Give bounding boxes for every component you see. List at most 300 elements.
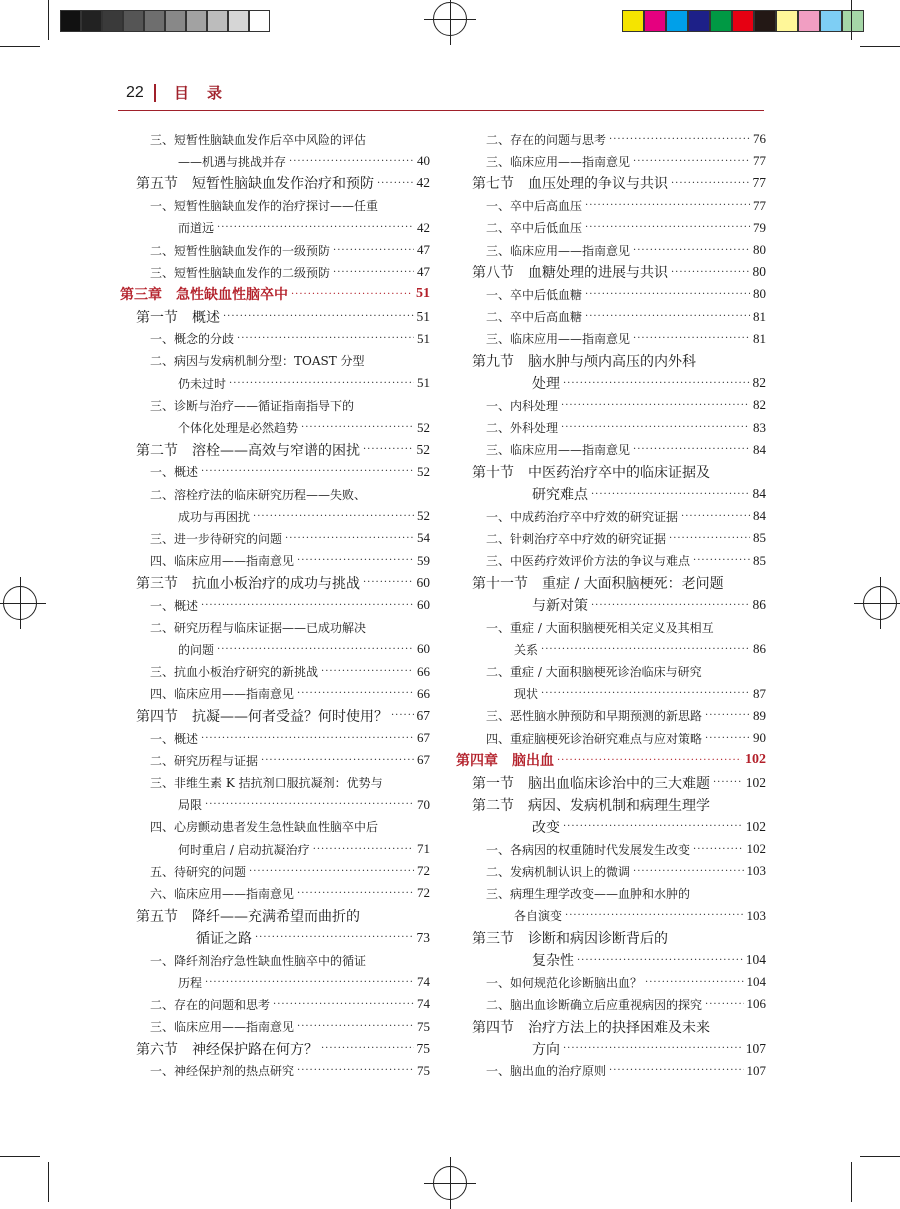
toc-entry-title: 历程 bbox=[178, 975, 203, 990]
toc-page-number: 52 bbox=[417, 463, 430, 479]
color-swatch bbox=[60, 10, 81, 32]
dot-leader bbox=[585, 200, 750, 211]
toc-section bbox=[120, 705, 430, 727]
toc-page-number: 82 bbox=[753, 397, 766, 413]
dot-leader bbox=[253, 511, 414, 522]
toc-section bbox=[120, 306, 430, 328]
dot-leader bbox=[713, 777, 743, 788]
toc-item bbox=[120, 394, 430, 416]
toc-entry-title: 二、病因与发病机制分型：TOAST 分型 bbox=[150, 354, 365, 369]
toc-page-number: 67 bbox=[417, 752, 430, 768]
toc-entry-title: 一、概念的分歧 bbox=[150, 332, 235, 347]
toc-entry-title: 研究难点 bbox=[532, 487, 588, 504]
dot-leader bbox=[671, 178, 750, 189]
dot-leader bbox=[297, 1021, 414, 1032]
dot-leader bbox=[321, 1043, 414, 1054]
toc-entry-title: 第九节 脑水肿与颅内高压的内外科 bbox=[472, 353, 696, 370]
dot-leader bbox=[609, 134, 750, 145]
dot-leader bbox=[261, 755, 414, 766]
toc-page-number: 67 bbox=[417, 730, 430, 746]
toc-entry-title: 第十节 中医药治疗卒中的临床证据及 bbox=[472, 464, 710, 481]
dot-leader bbox=[541, 644, 750, 655]
color-swatch bbox=[666, 10, 688, 32]
toc-page-number: 66 bbox=[417, 663, 430, 679]
dot-leader bbox=[563, 821, 743, 832]
toc-chapter bbox=[120, 283, 430, 305]
dot-leader bbox=[681, 511, 750, 522]
toc-entry-title: 一、如何规范化诊断脑出血？ bbox=[486, 975, 643, 990]
toc-item bbox=[456, 683, 766, 705]
toc-item bbox=[120, 150, 430, 172]
toc-section bbox=[120, 1038, 430, 1060]
toc-entry-title: 各自演变 bbox=[514, 909, 563, 924]
dot-leader bbox=[563, 1043, 743, 1054]
toc-entry-title: 一、卒中后低血糖 bbox=[486, 287, 583, 302]
toc-item bbox=[456, 128, 766, 150]
toc-entry-title: 二、发病机制认识上的微调 bbox=[486, 864, 631, 879]
toc-page-number: 80 bbox=[753, 286, 766, 302]
toc-page-number: 73 bbox=[416, 929, 430, 945]
dot-leader bbox=[591, 489, 750, 500]
toc-page-number: 42 bbox=[416, 175, 430, 191]
toc-item bbox=[120, 749, 430, 771]
toc-entry-title: 三、中医药疗效评价方法的争议与难点 bbox=[486, 554, 691, 569]
color-swatch bbox=[144, 10, 165, 32]
toc-item bbox=[120, 261, 430, 283]
toc-item bbox=[456, 882, 766, 904]
dot-leader bbox=[291, 289, 413, 300]
toc-entry-title: 一、卒中后高血压 bbox=[486, 199, 583, 214]
toc-item bbox=[120, 217, 430, 239]
toc-page-number: 104 bbox=[746, 974, 766, 990]
toc-section bbox=[120, 572, 430, 594]
dot-leader bbox=[363, 444, 414, 455]
toc-page-number: 77 bbox=[752, 175, 766, 191]
toc-page-number: 70 bbox=[417, 796, 430, 812]
toc-item bbox=[456, 638, 766, 660]
running-header bbox=[118, 80, 764, 111]
toc-page-number: 75 bbox=[417, 1018, 430, 1034]
toc-entry-title: 一、降纤剂治疗急性缺血性脑卒中的循证 bbox=[150, 953, 367, 968]
crop-mark bbox=[860, 1156, 900, 1157]
toc-entry-title: 第六节 神经保护路在何方？ bbox=[136, 1041, 318, 1058]
toc-entry-title: 第四节 治疗方法上的抉择困难及未来 bbox=[472, 1019, 710, 1036]
toc-entry-title: 第一节 脑出血临床诊治中的三大难题 bbox=[472, 775, 710, 792]
toc-entry-title: 二、溶栓疗法的临床研究历程——失败、 bbox=[150, 487, 367, 502]
toc-item bbox=[456, 661, 766, 683]
toc-page-number: 80 bbox=[752, 264, 766, 280]
toc-section bbox=[456, 794, 766, 816]
toc-entry-title: 一、内科处理 bbox=[486, 398, 559, 413]
toc-item bbox=[456, 727, 766, 749]
toc-section bbox=[456, 350, 766, 372]
toc-entry-title: 第八节 血糖处理的进展与共识 bbox=[472, 265, 668, 282]
toc-item bbox=[120, 594, 430, 616]
toc-page-number: 80 bbox=[753, 242, 766, 258]
registration-mark-top bbox=[433, 2, 467, 36]
dot-leader bbox=[223, 311, 414, 322]
toc-entry-title: 二、存在的问题和思考 bbox=[150, 997, 271, 1012]
toc-item bbox=[456, 838, 766, 860]
toc-item bbox=[456, 239, 766, 261]
toc-section bbox=[456, 1016, 766, 1038]
toc-entry-title: 五、待研究的问题 bbox=[150, 864, 247, 879]
toc-item bbox=[120, 816, 430, 838]
toc-entry-title: 何时重启 / 启动抗凝治疗 bbox=[178, 842, 310, 857]
toc-page-number: 60 bbox=[416, 574, 430, 590]
dot-leader bbox=[201, 733, 414, 744]
toc-item bbox=[120, 1060, 430, 1082]
toc-page-number: 54 bbox=[417, 530, 430, 546]
toc-entry-title: 一、概述 bbox=[150, 598, 199, 613]
toc-entry-title: 三、短暂性脑缺血发作的二级预防 bbox=[150, 265, 331, 280]
toc-entry-title: 第一节 概述 bbox=[136, 309, 220, 326]
toc-entry-title: 第三节 诊断和病因诊断背后的 bbox=[472, 930, 668, 947]
toc-entry-title: 一、各病因的权重随时代发展发生改变 bbox=[486, 842, 691, 857]
toc-entry-title: 关系 bbox=[514, 642, 539, 657]
toc-entry-title: 三、临床应用——指南意见 bbox=[486, 443, 631, 458]
toc-entry-title: 仍未过时 bbox=[178, 376, 227, 391]
toc-section bbox=[120, 905, 430, 927]
toc-item bbox=[120, 195, 430, 217]
toc-entry-title: 三、非维生素 K 拮抗剂口服抗凝剂：优势与 bbox=[150, 776, 383, 791]
toc-entry-title: 一、脑出血的治疗原则 bbox=[486, 1064, 607, 1079]
dot-leader bbox=[633, 333, 750, 344]
color-swatch bbox=[102, 10, 123, 32]
toc-entry-title: 第四章 脑出血 bbox=[456, 753, 554, 770]
toc-entry-title: 处理 bbox=[532, 376, 560, 393]
toc-entry-title: 个体化处理是必然趋势 bbox=[178, 421, 299, 436]
toc-entry-title: 第二节 溶栓——高效与窄谱的困扰 bbox=[136, 442, 360, 459]
toc-item bbox=[456, 283, 766, 305]
crop-mark bbox=[0, 46, 40, 47]
toc-entry-title: 改变 bbox=[532, 819, 560, 836]
registration-mark-right bbox=[863, 586, 897, 620]
toc-entry-title: 三、抗血小板治疗研究的新挑战 bbox=[150, 665, 319, 680]
toc-entry-title: 一、概述 bbox=[150, 731, 199, 746]
toc-entry-title: 二、研究历程与证据 bbox=[150, 753, 259, 768]
toc-page-number: 72 bbox=[417, 885, 430, 901]
dot-leader bbox=[217, 222, 414, 233]
toc-item bbox=[120, 638, 430, 660]
toc-entry-title: 四、心房颤动患者发生急性缺血性脑卒中后 bbox=[150, 820, 379, 835]
color-swatch bbox=[798, 10, 820, 32]
dot-leader bbox=[693, 844, 743, 855]
toc-section bbox=[456, 261, 766, 283]
toc-item bbox=[456, 1060, 766, 1082]
crop-mark bbox=[851, 1162, 852, 1202]
dot-leader bbox=[289, 156, 414, 167]
page-number: 22 bbox=[126, 84, 144, 101]
toc-entry-title: 二、重症 / 大面积脑梗死诊治临床与研究 bbox=[486, 665, 702, 680]
toc-page-number: 60 bbox=[417, 641, 430, 657]
dot-leader bbox=[217, 644, 414, 655]
color-swatch bbox=[207, 10, 228, 32]
toc-section bbox=[456, 372, 766, 394]
toc-page-number: 107 bbox=[746, 1062, 766, 1078]
toc-entry-title: 三、临床应用——指南意见 bbox=[486, 243, 631, 258]
toc-entry-title: 四、临床应用——指南意见 bbox=[150, 687, 295, 702]
toc-page-number: 102 bbox=[746, 841, 766, 857]
dot-leader bbox=[391, 710, 414, 721]
toc-page-number: 51 bbox=[416, 308, 430, 324]
dot-leader bbox=[297, 888, 414, 899]
toc-entry-title: 第二节 病因、发病机制和病理生理学 bbox=[472, 797, 710, 814]
toc-item bbox=[120, 128, 430, 150]
toc-page-number: 76 bbox=[753, 131, 766, 147]
toc-page-number: 59 bbox=[417, 552, 430, 568]
toc-item bbox=[456, 217, 766, 239]
dot-leader bbox=[585, 289, 750, 300]
toc-entry-title: 三、临床应用——指南意见 bbox=[150, 1020, 295, 1035]
toc-entry-title: 二、短暂性脑缺血发作的一级预防 bbox=[150, 243, 331, 258]
toc-page-number: 86 bbox=[752, 597, 766, 613]
toc-page-number: 74 bbox=[417, 996, 430, 1012]
color-swatch bbox=[228, 10, 249, 32]
dot-leader bbox=[273, 999, 414, 1010]
toc-entry-title: 第三章 急性缺血性脑卒中 bbox=[120, 287, 288, 304]
toc-entry-title: 复杂性 bbox=[532, 953, 574, 970]
dot-leader bbox=[301, 422, 414, 433]
crop-mark bbox=[860, 46, 900, 47]
dot-leader bbox=[577, 955, 743, 966]
dot-leader bbox=[249, 866, 414, 877]
color-swatch bbox=[732, 10, 754, 32]
dot-leader bbox=[633, 444, 750, 455]
toc-page-number: 84 bbox=[753, 508, 766, 524]
toc-entry-title: 而道远 bbox=[178, 221, 215, 236]
toc-entry-title: 与新对策 bbox=[532, 598, 588, 615]
toc-section bbox=[120, 927, 430, 949]
toc-entry-title: 的问题 bbox=[178, 642, 215, 657]
toc-item bbox=[120, 794, 430, 816]
toc-item bbox=[456, 505, 766, 527]
toc-entry-title: 三、诊断与治疗——循证指南指导下的 bbox=[150, 398, 355, 413]
toc-item bbox=[456, 905, 766, 927]
dot-leader bbox=[585, 222, 750, 233]
dot-leader bbox=[363, 577, 414, 588]
toc-entry-title: 第五节 降纤——充满希望而曲折的 bbox=[136, 908, 360, 925]
dot-leader bbox=[693, 555, 750, 566]
toc-page-number: 104 bbox=[745, 952, 766, 968]
toc-page-number: 90 bbox=[753, 730, 766, 746]
dot-leader bbox=[705, 999, 743, 1010]
header-divider bbox=[154, 84, 156, 102]
toc-page-number: 75 bbox=[417, 1062, 430, 1078]
toc-item bbox=[120, 838, 430, 860]
toc-entry-title: 六、临床应用——指南意见 bbox=[150, 886, 295, 901]
registration-mark-bottom bbox=[433, 1166, 467, 1200]
crop-mark bbox=[48, 1162, 49, 1202]
toc-section bbox=[456, 483, 766, 505]
toc-item bbox=[120, 882, 430, 904]
toc-item bbox=[456, 416, 766, 438]
toc-item bbox=[120, 550, 430, 572]
color-swatch bbox=[186, 10, 207, 32]
toc-item bbox=[120, 971, 430, 993]
toc-entry-title: 二、外科处理 bbox=[486, 421, 559, 436]
toc-entry-title: 三、临床应用——指南意见 bbox=[486, 154, 631, 169]
dot-leader bbox=[333, 267, 414, 278]
toc-item bbox=[120, 505, 430, 527]
dot-leader bbox=[229, 378, 414, 389]
toc-entry-title: 第五节 短暂性脑缺血发作治疗和预防 bbox=[136, 176, 374, 193]
toc-page-number: 52 bbox=[417, 419, 430, 435]
toc-section bbox=[456, 572, 766, 594]
toc-item bbox=[456, 439, 766, 461]
toc-left-column bbox=[120, 128, 430, 1082]
toc-section bbox=[456, 461, 766, 483]
toc-item bbox=[120, 683, 430, 705]
dot-leader bbox=[671, 267, 750, 278]
toc-section bbox=[456, 172, 766, 194]
header-title: 目录 bbox=[174, 84, 241, 102]
color-swatch bbox=[123, 10, 144, 32]
toc-entry-title: 现状 bbox=[514, 687, 539, 702]
color-swatch bbox=[81, 10, 102, 32]
dot-leader bbox=[557, 755, 742, 766]
toc-entry-title: 四、重症脑梗死诊治研究难点与应对策略 bbox=[486, 731, 703, 746]
dot-leader bbox=[321, 666, 414, 677]
toc-section bbox=[456, 1038, 766, 1060]
toc-item bbox=[456, 860, 766, 882]
toc-right-column bbox=[456, 128, 766, 1082]
toc-page-number: 102 bbox=[745, 752, 766, 768]
dot-leader bbox=[705, 733, 750, 744]
dot-leader bbox=[313, 844, 414, 855]
toc-page-number: 102 bbox=[745, 774, 766, 790]
dot-leader bbox=[669, 533, 750, 544]
dot-leader bbox=[645, 977, 743, 988]
toc-entry-title: 第四节 抗凝——何者受益？何时使用？ bbox=[136, 708, 388, 725]
dot-leader bbox=[563, 378, 750, 389]
toc-item bbox=[120, 372, 430, 394]
toc-entry-title: 二、研究历程与临床证据——已成功解决 bbox=[150, 620, 367, 635]
dot-leader bbox=[255, 932, 414, 943]
toc-page-number: 51 bbox=[416, 286, 430, 302]
toc-page-number: 72 bbox=[417, 863, 430, 879]
toc-page-number: 79 bbox=[753, 219, 766, 235]
dot-leader bbox=[205, 977, 414, 988]
color-swatch bbox=[820, 10, 842, 32]
toc-page-number: 103 bbox=[746, 907, 766, 923]
toc-item bbox=[120, 328, 430, 350]
toc-page-number: 51 bbox=[417, 330, 430, 346]
toc-page-number: 81 bbox=[753, 330, 766, 346]
toc-item bbox=[120, 993, 430, 1015]
toc-page-number: 81 bbox=[753, 308, 766, 324]
toc-entry-title: 四、临床应用——指南意见 bbox=[150, 554, 295, 569]
toc-item bbox=[456, 394, 766, 416]
color-swatch bbox=[622, 10, 644, 32]
toc-page-number: 77 bbox=[753, 197, 766, 213]
toc-page-number: 85 bbox=[753, 530, 766, 546]
toc-page-number: 84 bbox=[752, 486, 766, 502]
toc-section bbox=[456, 771, 766, 793]
toc-item bbox=[456, 150, 766, 172]
toc-item bbox=[120, 661, 430, 683]
toc-entry-title: 二、卒中后高血糖 bbox=[486, 310, 583, 325]
toc-item bbox=[120, 771, 430, 793]
toc-item bbox=[456, 328, 766, 350]
toc-page-number: 85 bbox=[753, 552, 766, 568]
toc-entry-title: 一、神经保护剂的热点研究 bbox=[150, 1064, 295, 1079]
toc-entry-title: 二、卒中后低血压 bbox=[486, 221, 583, 236]
dot-leader bbox=[201, 466, 414, 477]
toc-page-number: 66 bbox=[417, 685, 430, 701]
dot-leader bbox=[609, 1065, 743, 1076]
toc-item bbox=[120, 527, 430, 549]
crop-mark bbox=[0, 1156, 40, 1157]
toc-entry-title: 一、中成药治疗卒中疗效的研究证据 bbox=[486, 509, 679, 524]
dot-leader bbox=[377, 178, 414, 189]
toc-item bbox=[120, 416, 430, 438]
toc-page-number: 47 bbox=[417, 264, 430, 280]
toc-item bbox=[456, 195, 766, 217]
toc-item bbox=[456, 971, 766, 993]
toc-item bbox=[120, 350, 430, 372]
dot-leader bbox=[633, 156, 750, 167]
toc-entry-title: 三、恶性脑水肿预防和早期预测的新思路 bbox=[486, 709, 703, 724]
toc-entry-title: 一、重症 / 大面积脑梗死相关定义及其相互 bbox=[486, 620, 714, 635]
toc-section bbox=[456, 927, 766, 949]
dot-leader bbox=[333, 245, 414, 256]
toc-entry-title: 方向 bbox=[532, 1041, 560, 1058]
toc-page-number: 103 bbox=[746, 863, 766, 879]
toc-section bbox=[120, 439, 430, 461]
toc-entry-title: 三、短暂性脑缺血发作后卒中风险的评估 bbox=[150, 132, 367, 147]
dot-leader bbox=[561, 400, 750, 411]
toc-page-number: 60 bbox=[417, 597, 430, 613]
toc-section bbox=[456, 949, 766, 971]
dot-leader bbox=[633, 866, 743, 877]
toc-item bbox=[456, 550, 766, 572]
toc-entry-title: 二、脑出血诊断确立后应重视病因的探究 bbox=[486, 997, 703, 1012]
dot-leader bbox=[705, 710, 750, 721]
toc-item bbox=[120, 949, 430, 971]
toc-page-number: 102 bbox=[745, 818, 766, 834]
toc-item bbox=[456, 993, 766, 1015]
dot-leader bbox=[201, 600, 414, 611]
toc-entry-title: 循证之路 bbox=[196, 930, 252, 947]
toc-page-number: 67 bbox=[416, 707, 430, 723]
toc-page-number: 89 bbox=[753, 707, 766, 723]
toc-page-number: 74 bbox=[417, 974, 430, 990]
toc-item bbox=[456, 306, 766, 328]
dot-leader bbox=[591, 600, 750, 611]
toc-item bbox=[120, 483, 430, 505]
toc-item bbox=[120, 461, 430, 483]
toc-item bbox=[456, 527, 766, 549]
color-swatch bbox=[688, 10, 710, 32]
color-swatch bbox=[842, 10, 864, 32]
toc-page-number: 40 bbox=[417, 153, 430, 169]
crop-mark bbox=[851, 0, 852, 40]
color-swatch bbox=[710, 10, 732, 32]
toc-entry-title: 二、针刺治疗卒中疗效的研究证据 bbox=[486, 531, 667, 546]
toc-item bbox=[456, 705, 766, 727]
toc-item bbox=[120, 616, 430, 638]
toc-page-number: 52 bbox=[417, 508, 430, 524]
toc-page-number: 75 bbox=[416, 1040, 430, 1056]
toc-entry-title: 三、病理生理学改变——血肿和水肿的 bbox=[486, 886, 691, 901]
toc-entry-title: 第十一节 重症 / 大面积脑梗死：老问题 bbox=[472, 575, 724, 592]
dot-leader bbox=[633, 245, 750, 256]
toc-page-number: 87 bbox=[753, 685, 766, 701]
toc-section bbox=[456, 816, 766, 838]
toc-item bbox=[120, 727, 430, 749]
dot-leader bbox=[297, 1065, 414, 1076]
